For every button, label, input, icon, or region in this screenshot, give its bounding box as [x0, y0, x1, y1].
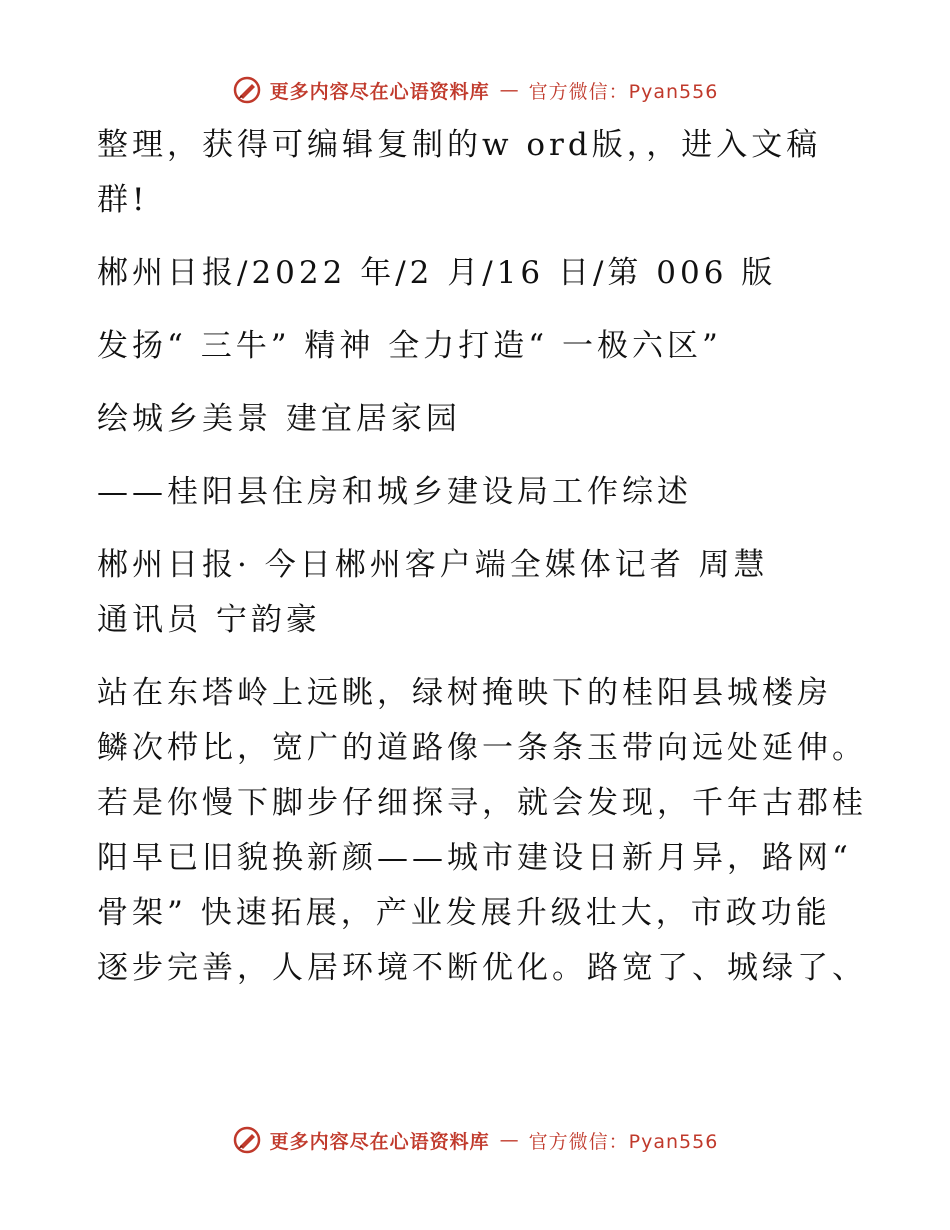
watermark-separator: —: [499, 79, 519, 101]
text-line: 整理，获得可编辑复制的w ord版，，进入文稿: [97, 127, 822, 163]
watermark-official-text: 官方微信：Pyan556: [528, 80, 719, 103]
watermark-site-text: 更多内容尽在心语资料库: [269, 80, 490, 103]
paragraph-line: 骨架” 快速拓展，产业发展升级壮大，市政功能: [97, 895, 831, 931]
watermark-site-text: 更多内容尽在心语资料库: [269, 1130, 490, 1153]
pen-seal-icon: [232, 1125, 262, 1155]
text-line: 群!: [97, 182, 149, 218]
paragraph-line: 逐步完善，人居环境不断优化。路宽了、城绿了、: [97, 950, 867, 986]
paragraph-line: 若是你慢下脚步仔细探寻，就会发现，千年古郡桂: [97, 785, 867, 821]
watermark-separator: —: [499, 1129, 519, 1151]
article-byline: 通讯员 宁韵豪: [97, 602, 321, 638]
newspaper-source-line: 郴州日报/2022 年/2 月/16 日/第 006 版: [97, 255, 777, 291]
footer-watermark: [0, 1120, 950, 1160]
watermark-official-text: 官方微信：Pyan556: [528, 1130, 719, 1153]
article-headline: 发扬“ 三牛” 精神 全力打造“ 一极六区”: [97, 328, 722, 364]
paragraph-line: 阳早已旧貌换新颜——城市建设日新月异，路网“: [97, 840, 852, 876]
pen-seal-icon: [232, 75, 262, 105]
header-watermark: [0, 70, 950, 110]
paragraph-line: 鳞次栉比，宽广的道路像一条条玉带向远处延伸。: [97, 730, 867, 766]
article-subtitle: ——桂阳县住房和城乡建设局工作综述: [97, 474, 692, 510]
document-body: [97, 118, 867, 996]
article-headline: 绘城乡美景 建宜居家园: [97, 401, 461, 437]
paragraph-line: 站在东塔岭上远眺，绿树掩映下的桂阳县城楼房: [97, 675, 832, 711]
article-byline: 郴州日报· 今日郴州客户端全媒体记者 周慧: [97, 547, 769, 583]
